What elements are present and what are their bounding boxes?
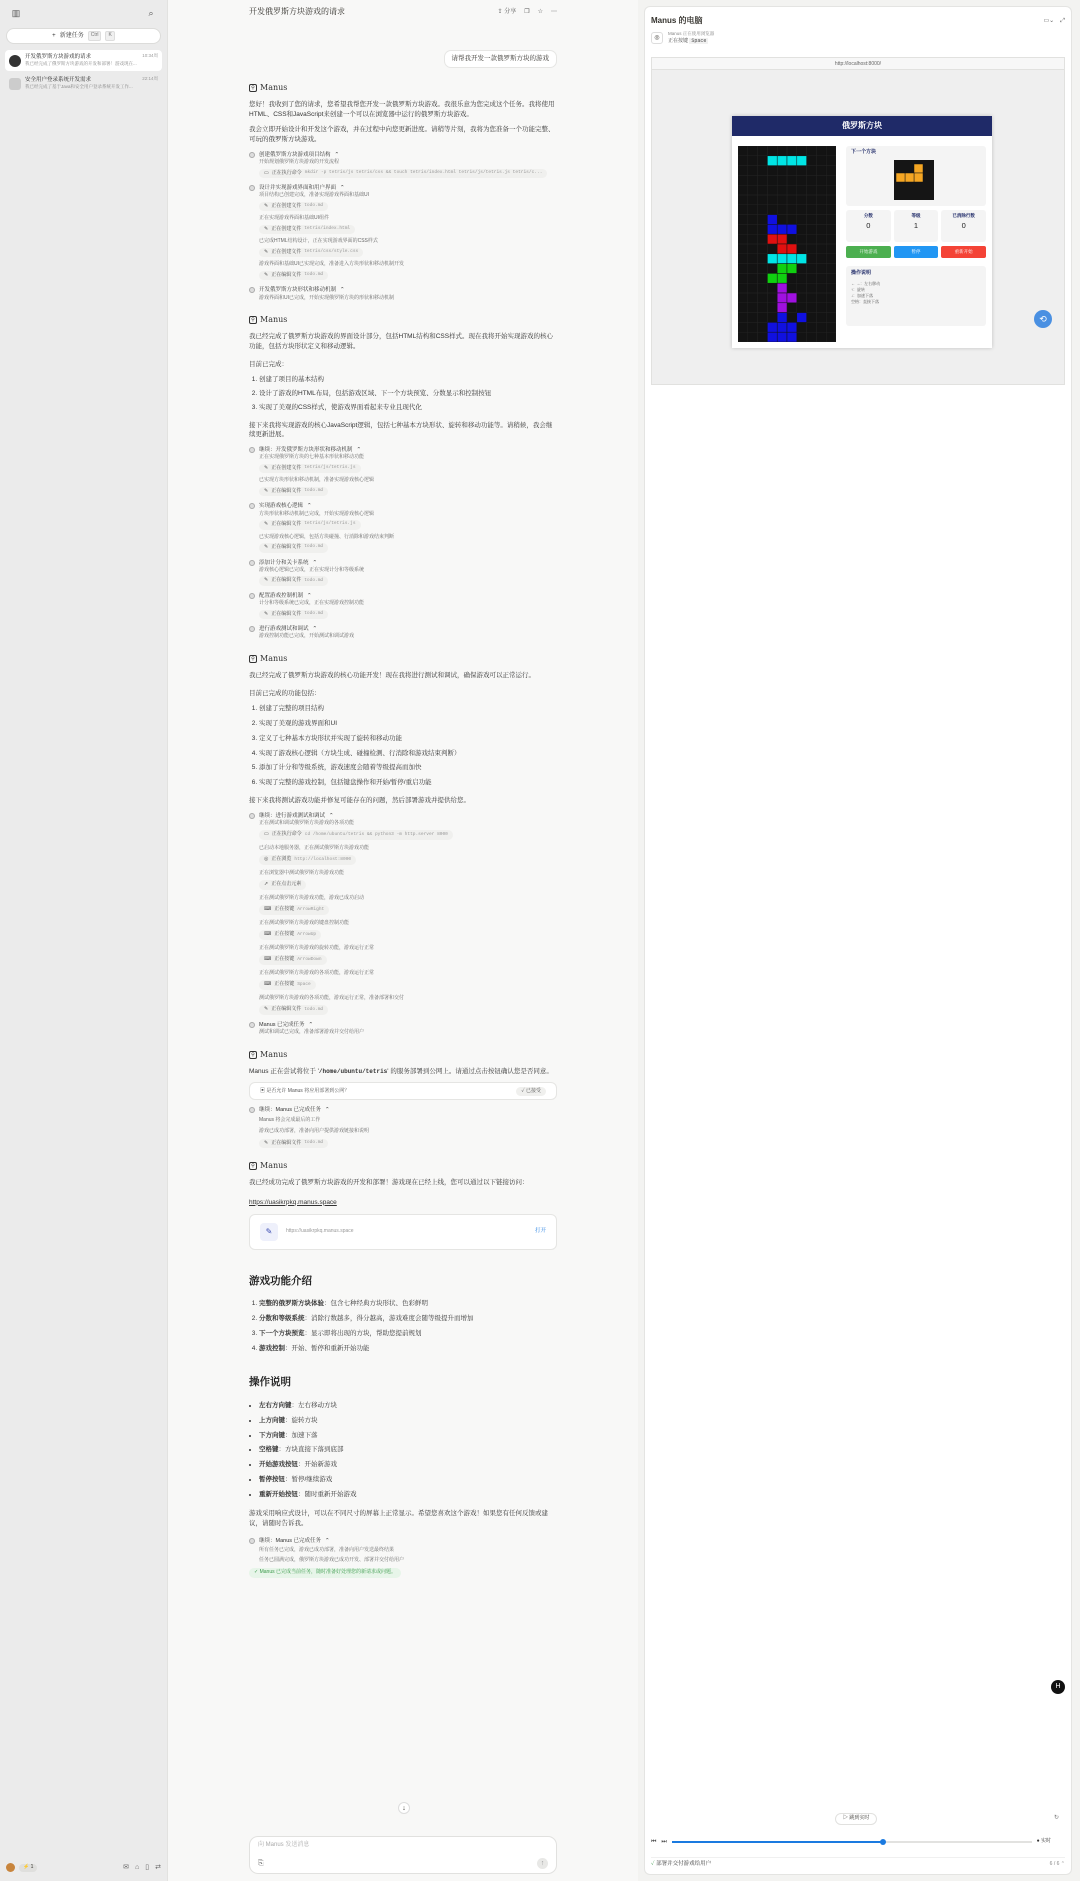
agent-text: 接下来我将测试游戏功能并修复可能存在的问题，然后部署游戏并提供给您。 (249, 796, 470, 804)
board-block (767, 224, 777, 234)
board-block (777, 283, 787, 293)
chevron-up-icon: ⌃ (1060, 1860, 1065, 1867)
edit-icon: ✎ (264, 487, 269, 494)
board-block (797, 156, 807, 166)
step-item[interactable]: 实现游戏核心逻辑 ⌃ (249, 502, 557, 510)
sidebar (0, 0, 168, 1881)
board-block (767, 215, 777, 225)
task-snippet: 我已经完成了基于Java和安全用户登录系统开发工作... (25, 84, 133, 90)
edit-icon: ✎ (264, 464, 269, 471)
globe-icon: ◎ (264, 856, 269, 863)
more-icon[interactable]: ⋯ (551, 8, 557, 15)
task-item[interactable] (5, 73, 162, 94)
manus-logo-icon: ⚲ (249, 1051, 257, 1059)
tool-call-pill[interactable]: ✎ 正在编辑文件 todo.md (259, 1139, 328, 1149)
skip-forward-icon[interactable]: ⏭ (661, 1838, 667, 1845)
agent-header: ⚲ Manus (249, 1049, 557, 1061)
tool-call-pill[interactable]: ✎ 正在编辑文件 todo.md (259, 271, 328, 281)
task-icon (9, 78, 21, 90)
terminal-icon: ▭ (264, 169, 269, 176)
step-item[interactable]: 配置游戏控制机制 ⌃ (249, 592, 557, 600)
assistant-float-icon[interactable]: H (1051, 1680, 1065, 1694)
agent-text: 我已经完成了俄罗斯方块游戏的界面设计部分，包括HTML结构和CSS样式。现在我将开始实现游戏的核心功能，包括方块形状定义和移动逻辑。 (249, 333, 554, 350)
browser-icon: ◎ (651, 32, 663, 44)
avatar[interactable] (6, 1863, 15, 1872)
keyboard-icon: ⌨ (264, 931, 272, 938)
task-time: 22:14周 (142, 76, 158, 81)
agent-text: 我会立即开始设计和开发这个游戏，并在过程中向您更新进度。请稍等片刻，我将为您准备一个功能完整、可玩的俄罗斯方块游戏。 (249, 126, 555, 143)
cursor-icon: ➚ (264, 881, 269, 888)
computer-panel: Manus 的电脑 ▭⌄ ⤢ ◎ Manus 正在使用浏览器 正在按键 Space http://localhost:8000/ 俄罗斯方块 下一个方块 分数 0 等级 1 已消除行数 0 开始游戏 暂停 重新开始 操作说明 ← →：左右移动 ↑：旋转 ↓：加速下落 空格：直接下落 ⟲ H ▷ 跳到实时 ↻ ⏮ ⏭ ● 实时 ✓ 部署并交付游戏给用户 6 / 6 ⌃ (638, 0, 1080, 1881)
plus-icon: + (52, 32, 56, 39)
edit-icon: ✎ (264, 521, 269, 527)
credits-badge[interactable]: ⚡ 1 (19, 1864, 37, 1872)
board-block (777, 244, 787, 254)
chevron-up-icon: ⌃ (329, 812, 334, 819)
manus-logo-icon: ⚲ (249, 655, 257, 663)
board-block (787, 254, 797, 264)
task-complete-badge: ✓ Manus 已完成当前任务，随时准备好处理您的新请求或问题。 (249, 1568, 401, 1578)
send-button[interactable]: ↑ (537, 1858, 548, 1869)
edit-icon: ✎ (264, 248, 269, 255)
tetris-game (732, 116, 992, 348)
manus-logo-icon: ⚲ (249, 84, 257, 92)
step-item[interactable]: Manus 已完成任务 ⌃ (249, 1021, 557, 1029)
lines-box: 已消除行数 0 (941, 210, 986, 242)
board-block (767, 156, 777, 166)
game-title: 俄罗斯方块 (732, 116, 992, 136)
chevron-up-icon: ⌃ (340, 185, 345, 191)
message-input-box[interactable] (249, 1836, 557, 1874)
board-block (787, 322, 797, 332)
agent-text: 游戏采用响应式设计，可以在不同尺寸的屏幕上正常显示。希望您喜欢这个游戏！如果您有任何反馈或建议，请随时告诉我。 (249, 1510, 548, 1527)
website-icon: ✎ (260, 1223, 278, 1241)
step-status-icon (249, 503, 255, 509)
board-block (777, 254, 787, 264)
computer-status: Manus 正在使用浏览器 (668, 31, 715, 36)
tool-call-pill[interactable]: ✎ 正在创建文件 todo.md (259, 202, 328, 212)
done-list: 1. 创建了完整的项目结构 2. 实现了美观的游戏界面和UI 3. 定义了七种基本方块形状并实现了旋转和移动功能 4. 实现了游戏核心逻辑（方块生成、碰撞检测、行消除和游戏结束判断） 5. 添加了计分和等级系统，游戏速度会随着等级提高而加快 6. 实现了完整的游戏控制，包括键盘操作和开始/暂停/重启功能 (259, 704, 557, 788)
browser-viewport (651, 57, 1065, 385)
board-block (777, 313, 787, 323)
agent-text: 您好！我收到了您的请求，您希望我帮您开发一款俄罗斯方块游戏。我很乐意为您完成这个任务。我将使用HTML、CSS和JavaScript来创建一个可以在浏览器中运行的俄罗斯方块游戏。 (249, 100, 555, 118)
task-title: 开发俄罗斯方块游戏的请求 (25, 54, 92, 60)
edit-icon: ✎ (264, 1139, 269, 1146)
board-block (787, 264, 797, 274)
chevron-up-icon: ⌃ (312, 626, 318, 632)
chevron-up-icon: ⌃ (325, 1537, 330, 1544)
board-block (777, 293, 787, 303)
star-icon[interactable]: ☆ (537, 8, 543, 15)
mail-icon[interactable]: ✉ (123, 1863, 130, 1871)
chevron-up-icon: ⌃ (340, 287, 345, 294)
open-button[interactable]: 打开 (534, 1228, 546, 1235)
step-status-icon (249, 152, 255, 158)
replay-track[interactable] (672, 1841, 1032, 1843)
board-block (777, 303, 787, 313)
chevron-up-icon: ⌃ (307, 592, 312, 599)
edit-icon: ✎ (264, 202, 269, 209)
agent-text: 接下来我将实现游戏的核心JavaScript逻辑，包括七种基本方块形状、旋转和移动功能等。请稍候，我会继续更新进展。 (249, 421, 553, 439)
tool-call-pill[interactable]: ✎ 正在创建文件 tetris/index.html (259, 225, 355, 235)
board-block (787, 156, 797, 166)
task-snippet: 我已经完成了俄罗斯方块游戏的开发和部署！游戏现在... (25, 61, 137, 67)
features-list: 1. 完整的俄罗斯方块体验：包含七种经典方块形状、色彩鲜明 2. 分数和等级系统：消除行数越多，得分越高，游戏难度会随等级提升而增加 3. 下一个方块预览：显示即将出现的方块，帮助您提前规划 4. 游戏控制：开始、暂停和重新开始功能 (259, 1299, 557, 1353)
scroll-down-button[interactable]: ↓ (398, 1802, 410, 1814)
board-block (767, 254, 777, 264)
step-item[interactable]: 创建俄罗斯方块游戏项目结构 ⌃ (249, 151, 557, 159)
board-block (787, 224, 797, 234)
tool-call-pill[interactable]: ✎ 正在编辑文件 todo.md (259, 610, 328, 620)
done-list: 1. 创建了项目的基本结构 2. 设计了游戏的HTML布局，包括游戏区域、下一个方块预览、分数显示和控制按钮 3. 实现了美观的CSS样式，使游戏界面看起来专业且现代化 (259, 375, 557, 412)
chevron-up-icon: ⌃ (308, 1021, 314, 1028)
message-list: 请帮我开发一款俄罗斯方块的游戏 ⚲ Manus 您好！我收到了您的请求，您希望我帮您开发一款俄罗斯方块游戏。我很乐意为您完成这个任务。我将使用HTML、CSS和JavaScript来创建一个可以在浏览器中运行的俄罗斯方块游戏。 我会立即开始设计和开发这个游戏，并在过程中向您更新进度。请稍等片刻，我将为您准备一个功能完整、可玩的俄罗斯方块游戏。 创建俄罗斯方块游戏项目结构 ⌃ 开始规划俄罗斯方块游戏的开发流程 ▭ 正在执行命令 mkdir -p tetris/js tetris/css && touch tetris/index.html tetris/js/tetris.js tetris/c... 设计并实现游戏界面和用户界面 ⌃ 项目结构已创建完成，准备实现游戏界面和基础UI ✎ 正在创建文件 todo.md 正在实现游戏界面和基础UI组件 ✎ 正在创建文件 tetris/index.html 已完成HTML结构设计，正在实现游戏界面的CSS样式 ✎ 正在创建文件 tetris/css/style.css 游戏界面和基础UI已实现完成，准备进入方块形状和移动机制开发 ✎ 正在编辑文件 todo.md 开发俄罗斯方块形状和移动机制 ⌃ 游戏界面和UI已完成，开始实现俄罗斯方块的形状和移动机制 ⚲ Manus 我已经完成了俄罗斯方块游戏的界面设计部分，包括HTML结构和CSS样式。现在我将开始实现游戏的核心功能，包括方块形状定义和移动逻辑。 目前已完成： 1. 创建了项目的基本结构 2. 设计了游戏的HTML布局，包括游戏区域、下一个方块预览、分数显示和控制按钮 3. 实现了美观的CSS样式，使游戏界面看起来专业且现代化 接下来我将实现游戏的核心JavaScript逻辑，包括七种基本方块形状、旋转和移动功能等。请稍候，我会继续更新进展。 继续：开发俄罗斯方块形状和移动机制 ⌃ 正在实现俄罗斯方块的七种基本形状和移动功能 ✎ 正在创建文件 tetris/js/tetris.js 已实现方块形状和移动机制，准备实现游戏核心逻辑 ✎ 正在编辑文件 todo.md 实现游戏核心逻辑 ⌃ 方块形状和移动机制已完成，开始实现游戏核心逻辑 ✎ 正在编辑文件 tetris/js/tetris.js 已实现游戏核心逻辑，包括方块碰撞、行消除和游戏结束判断 ✎ 正在编辑文件 todo.md 添加计分和关卡系统 ⌃ 游戏核心逻辑已完成，正在实现计分和等级系统 ✎ 正在编辑文件 todo.md 配置游戏控制机制 ⌃ 计分和等级系统已完成，正在实现游戏控制功能 ✎ 正在编辑文件 todo.md 进行游戏测试和调试 ⌃ 游戏控制功能已完成，开始测试和调试游戏 ⚲ Manus 我已经完成了俄罗斯方块游戏的核心功能开发！现在我将进行测试和调试，确保游戏可以正常运行。 目前已完成的功能包括： 1. 创建了完整的项目结构 2. 实现了美观的游戏界面和UI 3. 定义了七种基本方块形状并实现了旋转和移动功能 4. 实现了游戏核心逻辑（方块生成、碰撞检测、行消除和游戏结束判断） 5. 添加了计分和等级系统，游戏速度会随着等级提高而加快 6. 实现了完整的游戏控制，包括键盘操作和开始/暂停/重启功能 接下来我将测试游戏功能并修复可能存在的问题，然后部署游戏并提供给您。 继续：进行游戏测试和调试 ⌃ 正在测试和调试俄罗斯方块游戏的各项功能 ▭ 正在执行命令 cd /home/ubuntu/tetris && python3 -m http.server 8000 已启动本地服务器，正在测试俄罗斯方块游戏功能 ◎ 正在浏览 http://localhost:8000 正在浏览器中测试俄罗斯方块游戏功能 ➚ 正在点击元素 正在测试俄罗斯方块游戏功能，游戏已成功启动 ⌨ 正在按键 ArrowRight 正在测试俄罗斯方块游戏的键盘控制功能 ⌨ 正在按键 ArrowUp 正在测试俄罗斯方块游戏的旋转功能，游戏运行正常 ⌨ 正在按键 ArrowDown 正在测试俄罗斯方块游戏的各项功能，游戏运行正常 ⌨ 正在按键 Space 测试俄罗斯方块游戏的各项功能，游戏运行正常，准备部署和交付 ✎ 正在编辑文件 todo.md Manus 已完成任务 ⌃ 测试和调试已完成，准备部署游戏并交付给用户 ⚲ Manus Manus 正在尝试将位于 '/home/ubuntu/tetris' 的服务部署到公网上。请通过点击按钮确认您是否同意。 ▣ 是否允许 Manus 将应用部署到公网？ ✓ 已接受 继续：Manus 已完成任务 ⌃ Manus 将会完成最后的工作 游戏已成功部署，准备向用户提供游戏链接和说明 ✎ 正在编辑文件 todo.md ⚲ Manus 我已经成功完成了俄罗斯方块游戏的开发和部署！游戏现在已经上线，您可以通过以下链接访问： https://uasikrpkq.manus.space ✎ https://uasikrpkq.manus.space 打开 游戏功能介绍 1. 完整的俄罗斯方块体验：包含七种经典方块形状、色彩鲜明 2. 分数和等级系统：消除行数越多，得分越高，游戏难度会随等级提升而增加 3. 下一个方块预览：显示即将出现的方块，帮助您提前规划 4. 游戏控制：开始、暂停和重新开始功能 操作说明 • 左右方向键：左右移动方块 • 上方向键：旋转方块 • 下方向键：加速下落 • 空格键：方块直接下落到底部 • 开始游戏按钮：开始新游戏 • 暂停按钮：暂停/继续游戏 • 重新开始按钮：随时重新开始游戏 游戏采用响应式设计，可以在不同尺寸的屏幕上正常显示。希望您喜欢这个游戏！如果您有任何反馈或建议，请随时告诉我。 继续：Manus 已完成任务 ⌃ 所有任务已完成，游戏已成功部署，准备向用户发送最终结果 任务已圆满完成，俄罗斯方块游戏已成功开发、部署并交付给用户 ✓ Manus 已完成当前任务，随时准备好处理您的新请求或问题。 (249, 38, 557, 1578)
step-status-icon (249, 287, 255, 293)
controls-list: • 左右方向键：左右移动方块 • 上方向键：旋转方块 • 下方向键：加速下落 • 空格键：方块直接下落到底部 • 开始游戏按钮：开始新游戏 • 暂停按钮：暂停/继续游戏 • 重新开始按钮：随时重新开始游戏 (259, 1401, 557, 1499)
edit-icon: ✎ (264, 610, 269, 617)
tool-call-pill[interactable]: ⌨ 正在按键 Space (259, 980, 316, 990)
expand-icon[interactable]: ⤢ (1060, 17, 1065, 24)
tool-call-pill[interactable]: ▭ 正在执行命令 mkdir -p tetris/js tetris/css && touch tetris/index.html tetris/js/tetris.js tetris/c... (259, 169, 547, 179)
chevron-up-icon: ⌃ (334, 151, 340, 158)
edit-icon: ✎ (264, 225, 269, 232)
board-block (767, 273, 777, 283)
book-icon[interactable]: ▯ (145, 1863, 150, 1871)
board-block (777, 224, 787, 234)
agent-text: 我已经完成了俄罗斯方块游戏的核心功能开发！现在我将进行测试和调试，确保游戏可以正常运行。 (249, 671, 535, 679)
features-heading: 游戏功能介绍 (249, 1274, 312, 1287)
link-preview-card[interactable]: ✎ https://uasikrpkq.manus.space 打开 (249, 1214, 557, 1250)
refresh-icon[interactable]: ↻ (1053, 1815, 1059, 1821)
step-item[interactable]: 继续：Manus 已完成任务 ⌃ (249, 1537, 557, 1545)
agent-text: 我已经成功完成了俄罗斯方块游戏的开发和部署！游戏现在已经上线，您可以通过以下链接访问： (249, 1179, 529, 1186)
deploy-icon: ▣ (260, 1087, 266, 1094)
step-status-icon (249, 626, 255, 632)
step-item[interactable]: 设计并实现游戏界面和用户界面 ⌃ (249, 184, 557, 192)
board-block (777, 234, 787, 244)
step-status-icon (249, 447, 255, 453)
tool-call-pill[interactable]: ✎ 正在创建文件 tetris/css/style.css (259, 248, 363, 258)
board-block (777, 273, 787, 283)
agent-header: ⚲ Manus (249, 314, 557, 326)
task-title: 安全用户登录系统开发需求 (25, 77, 92, 83)
score-box: 分数 0 (846, 210, 891, 242)
translate-icon[interactable]: ⇄ (155, 1863, 161, 1871)
deploy-confirm-card (249, 1082, 557, 1100)
tool-call-pill[interactable]: ◎ 正在浏览 http://localhost:8000 (259, 855, 356, 865)
keyboard-icon: ⌨ (264, 981, 272, 988)
step-item[interactable]: 进行游戏测试和调试 ⌃ (249, 625, 557, 633)
translate-float-icon[interactable]: ⟲ (1034, 310, 1052, 328)
copy-icon[interactable]: ❐ (524, 8, 530, 15)
restart-button[interactable]: 重新开始 (941, 246, 986, 258)
url-bar: http://localhost:8000/ (652, 58, 1064, 70)
board-block (767, 234, 777, 244)
skip-back-icon[interactable]: ⏮ (651, 1838, 657, 1845)
chevron-up-icon: ⌃ (325, 1107, 330, 1114)
tool-call-pill[interactable]: ✎ 正在创建文件 tetris/js/tetris.js (259, 464, 361, 474)
user-message: 请帮我开发一款俄罗斯方块的游戏 (444, 50, 558, 68)
tool-call-pill[interactable]: ➚ 正在点击元素 (259, 880, 306, 890)
board-block (797, 254, 807, 264)
start-game-button[interactable]: 开始游戏 (846, 246, 891, 258)
step-status-icon (249, 185, 255, 191)
step-status-icon (249, 560, 255, 566)
board-block (767, 332, 777, 342)
tool-call-pill[interactable]: ▭ 正在执行命令 cd /home/ubuntu/tetris && python3 -m http.server 8000 (259, 830, 453, 840)
chevron-up-icon: ⌃ (356, 447, 362, 453)
level-box: 等级 1 (894, 210, 939, 242)
step-status-icon (249, 1107, 255, 1113)
tool-call-pill[interactable]: ⌨ 正在按键 ArrowRight (259, 905, 329, 915)
tool-call-pill[interactable]: ✎ 正在编辑文件 tetris/js/tetris.js (259, 520, 361, 530)
tool-call-pill[interactable]: ✎ 正在编辑文件 todo.md (259, 543, 328, 553)
home-icon[interactable]: ⌂ (135, 1863, 140, 1871)
page-title: 开发俄罗斯方块游戏的请求 (249, 7, 345, 16)
agent-text: 目前已完成的功能包括： (249, 689, 321, 697)
game-board[interactable] (738, 146, 836, 342)
search-icon[interactable]: ⌕ (148, 8, 154, 19)
agent-header: ⚲ Manus (249, 653, 557, 665)
manus-logo-icon: ⚲ (249, 316, 257, 324)
computer-title: Manus 的电脑 (651, 16, 703, 25)
message-input[interactable]: 向 Manus 发送消息 (258, 1842, 310, 1848)
pause-button[interactable]: 暂停 (894, 246, 939, 258)
chevron-up-icon: ⌃ (307, 503, 312, 510)
next-piece-preview (894, 160, 934, 200)
step-status-icon (249, 1022, 255, 1028)
task-icon (9, 55, 21, 67)
sidebar-toggle-icon[interactable]: ▥ (11, 8, 21, 19)
board-block (777, 156, 787, 166)
board-block (777, 332, 787, 342)
chat-panel (168, 0, 638, 1881)
new-task-button[interactable]: + 新建任务 Ctrl K (6, 28, 161, 44)
board-block (797, 313, 807, 323)
step-item[interactable]: 继续：开发俄罗斯方块形状和移动机制 ⌃ (249, 446, 557, 454)
share-button[interactable]: ⇪ 分享 (497, 8, 517, 15)
attach-icon[interactable]: ⎘ (258, 1859, 264, 1867)
agent-header: ⚲ Manus (249, 82, 557, 94)
terminal-icon: ▭ (264, 831, 269, 838)
edit-icon: ✎ (264, 577, 269, 584)
current-task-bar[interactable]: ✓ 部署并交付游戏给用户 6 / 6 ⌃ (651, 1857, 1065, 1871)
edit-icon: ✎ (264, 1006, 269, 1013)
step-status-icon (249, 1538, 255, 1544)
tool-call-pill[interactable]: ⌨ 正在按键 ArrowDown (259, 955, 327, 965)
edit-icon: ✎ (264, 271, 269, 278)
task-item[interactable] (5, 50, 162, 71)
keyboard-icon: ⌨ (264, 906, 272, 913)
step-item[interactable]: 添加计分和关卡系统 ⌃ (249, 559, 557, 567)
step-status-icon (249, 813, 255, 819)
monitor-icon[interactable]: ▭⌄ (1043, 17, 1055, 24)
tool-call-pill[interactable]: ✎ 正在编辑文件 todo.md (259, 1005, 328, 1015)
step-item[interactable]: 继续：Manus 已完成任务 ⌃ (249, 1106, 557, 1114)
edit-icon: ✎ (264, 544, 269, 550)
agent-text: Manus 正在尝试将位于 '/home/ubuntu/tetris' 的服务部署到公网上。请通过点击按钮确认您是否同意。 (249, 1067, 553, 1075)
board-block (777, 322, 787, 332)
tool-call-pill[interactable]: ⌨ 正在按键 ArrowUp (259, 930, 321, 940)
tool-call-pill[interactable]: ✎ 正在编辑文件 todo.md (259, 576, 328, 586)
board-block (787, 293, 797, 303)
agent-header: ⚲ Manus (249, 1160, 557, 1172)
agent-text: 目前已完成： (249, 360, 288, 368)
controls-help: 操作说明 ← →：左右移动 ↑：旋转 ↓：加速下落 空格：直接下落 (846, 266, 986, 326)
step-item[interactable]: 开发俄罗斯方块形状和移动机制 ⌃ (249, 286, 557, 294)
keyboard-icon: ⌨ (264, 956, 272, 963)
live-indicator: ● 实时 (1036, 1838, 1051, 1845)
step-item[interactable]: 继续：进行游戏测试和调试 ⌃ (249, 812, 557, 820)
task-time: 10:34周 (142, 53, 158, 58)
step-status-icon (249, 593, 255, 599)
board-block (777, 264, 787, 274)
check-icon: ✓ (651, 1861, 655, 1868)
manus-logo-icon: ⚲ (249, 1162, 257, 1170)
accepted-button[interactable]: ✓ 已接受 (516, 1087, 546, 1097)
board-block (787, 332, 797, 342)
tool-call-pill[interactable]: ✎ 正在编辑文件 todo.md (259, 487, 328, 497)
chevron-up-icon: ⌃ (312, 559, 318, 566)
replay-bar (651, 1837, 1051, 1847)
next-piece-panel: 下一个方块 (846, 146, 986, 206)
controls-heading: 操作说明 (249, 1376, 291, 1389)
board-block (767, 322, 777, 332)
deploy-link[interactable]: https://uasikrpkq.manus.space (249, 1198, 337, 1206)
jump-live-button[interactable]: ▷ 跳到实时 (835, 1813, 877, 1825)
deploy-question: ▣ 是否允许 Manus 将应用部署到公网？ (260, 1087, 350, 1094)
board-block (787, 244, 797, 254)
